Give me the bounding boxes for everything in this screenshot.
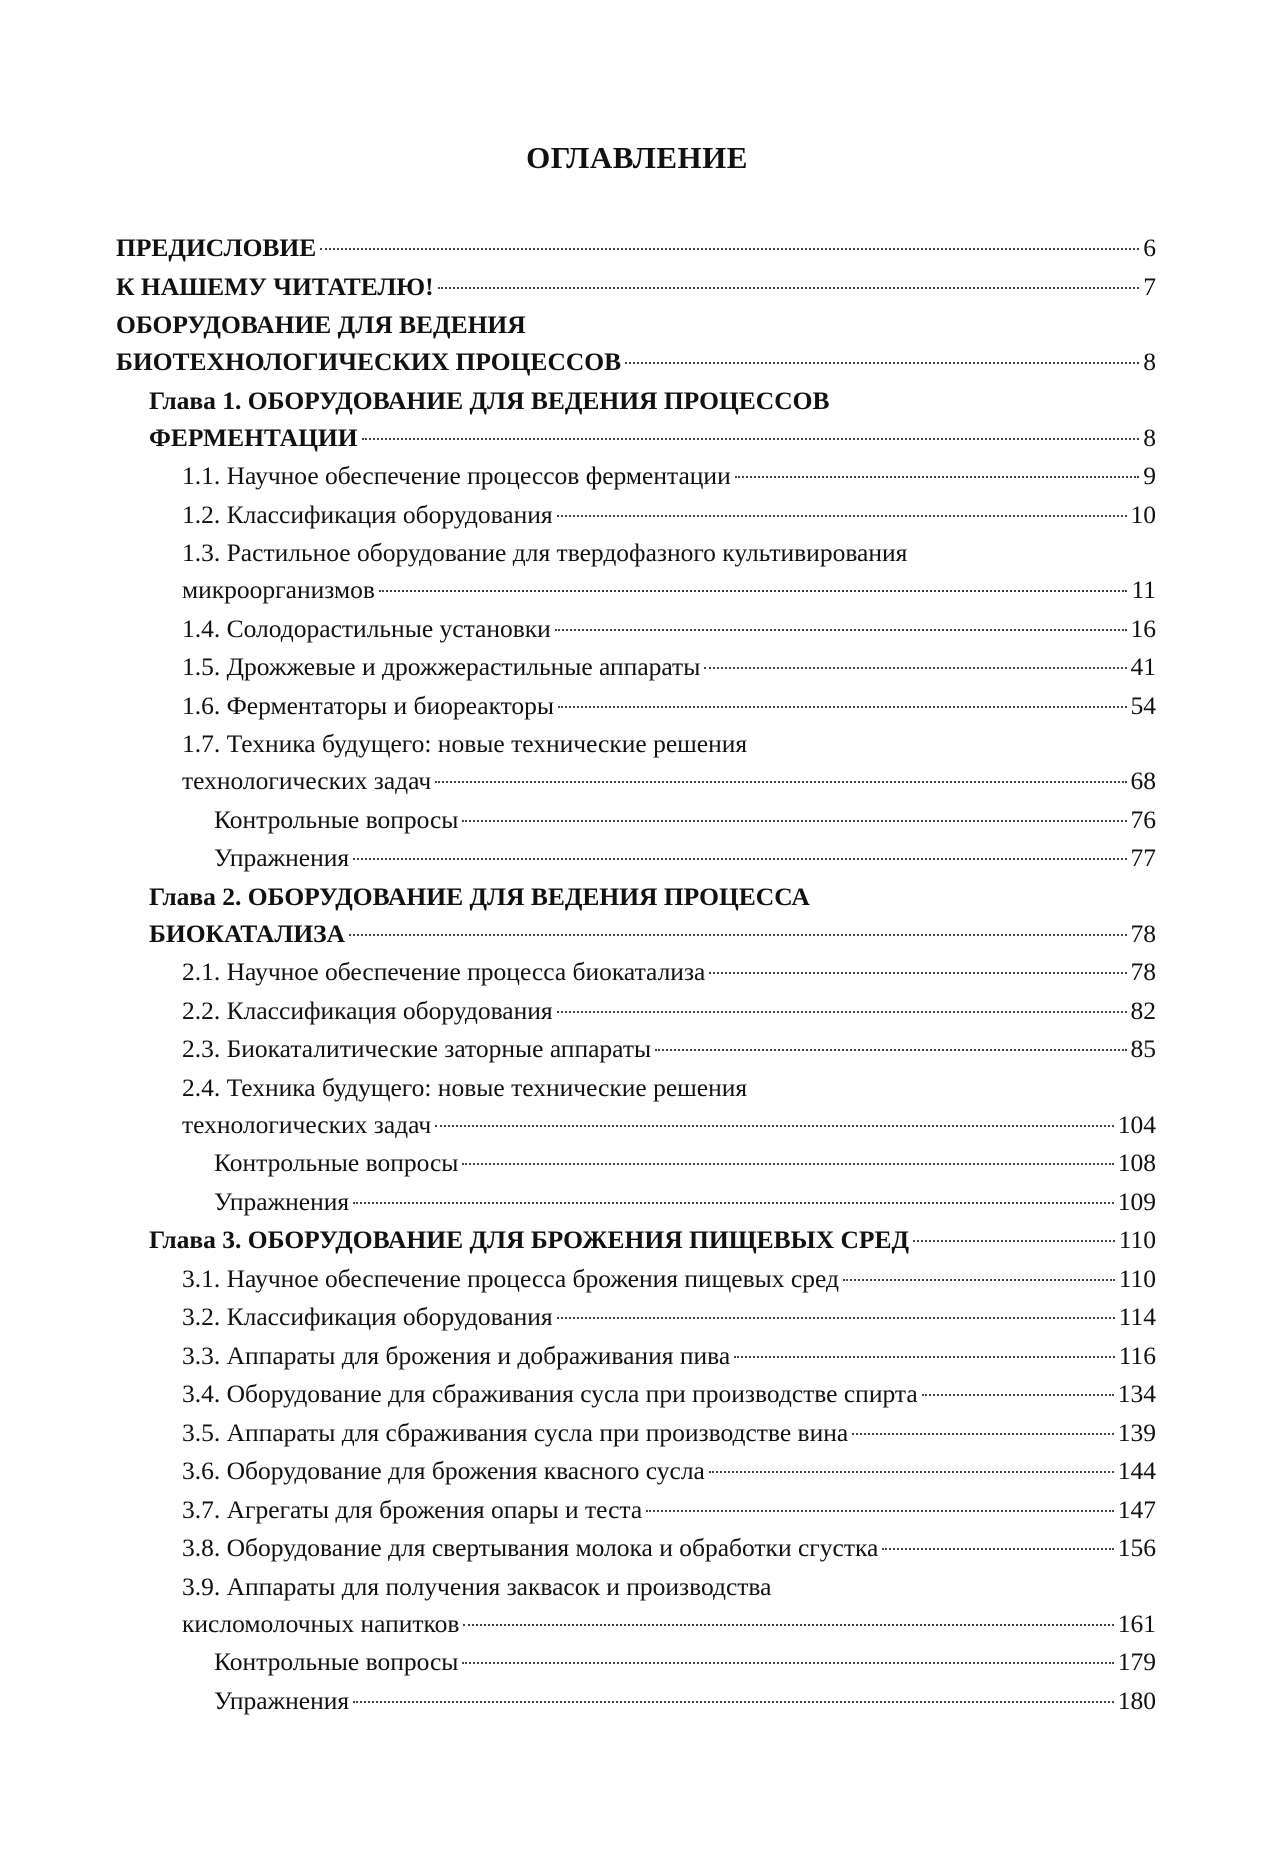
dot-leader — [709, 972, 1126, 974]
page-number: 110 — [1118, 1225, 1156, 1254]
page-number: 68 — [1130, 766, 1156, 795]
dot-leader — [362, 438, 1140, 440]
toc-entry-part[interactable] — [116, 229, 1156, 266]
toc-entry-section[interactable] — [116, 1529, 1156, 1566]
toc-entry-text: 3.1. Научное обеспечение процесса брожения пищевых сред — [182, 1263, 839, 1293]
toc-entry-section[interactable] — [116, 1491, 1156, 1528]
toc-entry-section[interactable] — [116, 1260, 1156, 1297]
toc-entry-text: 3.7. Агрегаты для брожения опары и теста — [182, 1494, 643, 1524]
toc-entry-section[interactable] — [116, 1298, 1156, 1335]
dot-leader — [922, 1394, 1114, 1396]
page-number: 16 — [1130, 613, 1156, 643]
toc-entry-text: 3.3. Аппараты для брожения и дображивания пива — [182, 1340, 731, 1370]
toc-entry-chapter[interactable] — [116, 1221, 1156, 1258]
page-number: 9 — [1143, 461, 1156, 490]
toc-entry-text: Упражнения — [214, 1186, 350, 1216]
toc-entry-section[interactable] — [116, 457, 1156, 494]
toc-entry-text: 3.6. Оборудование для брожения квасного сусла — [182, 1456, 705, 1485]
toc-entry-text: 1.2. Классификация оборудования — [182, 499, 553, 529]
dot-leader — [852, 1433, 1114, 1435]
toc-entry-text: БИОКАТАЛИЗА — [149, 918, 346, 948]
page-title: ОГЛАВЛЕНИЕ — [526, 140, 748, 175]
page-number: 110 — [1118, 1263, 1156, 1293]
toc-entry-section[interactable] — [116, 610, 1156, 647]
toc-entry-text: Контрольные вопросы — [214, 804, 459, 834]
toc-entry-subsection[interactable] — [116, 1643, 1156, 1680]
dot-leader — [435, 1125, 1113, 1127]
toc-entry-text: ФЕРМЕНТАЦИИ — [149, 422, 358, 452]
dot-leader — [843, 1279, 1115, 1281]
dot-leader — [353, 1701, 1114, 1703]
toc-entry-text: 2.4. Техника будущего: новые технические решения — [182, 1072, 748, 1102]
toc-entry-subsection[interactable] — [116, 1682, 1156, 1719]
dot-leader — [882, 1548, 1113, 1550]
page-number: 8 — [1143, 347, 1156, 376]
dot-leader — [462, 1662, 1113, 1664]
dot-leader — [353, 1202, 1114, 1204]
toc-entry-section[interactable] — [116, 725, 1156, 799]
page-number: 114 — [1118, 1302, 1156, 1331]
dot-leader — [913, 1240, 1115, 1242]
toc-entry-text: 2.2. Классификация оборудования — [182, 995, 553, 1025]
page-number: 104 — [1117, 1109, 1156, 1139]
page-number: 109 — [1117, 1186, 1156, 1216]
toc-entry-section[interactable] — [116, 1452, 1156, 1489]
toc-entry-text: БИОТЕХНОЛОГИЧЕСКИХ ПРОЦЕССОВ — [116, 347, 622, 376]
table-of-contents — [116, 229, 1156, 1720]
toc-entry-part[interactable] — [116, 268, 1156, 305]
dot-leader — [349, 934, 1126, 936]
dot-leader — [558, 706, 1126, 708]
page-number: 82 — [1130, 995, 1156, 1025]
dot-leader — [463, 1624, 1113, 1626]
dot-leader — [646, 1510, 1114, 1512]
toc-entry-text: К НАШЕМУ ЧИТАТЕЛЮ! — [116, 271, 434, 301]
toc-entry-text: 2.1. Научное обеспечение процесса биокатализа — [182, 957, 706, 986]
toc-entry-text: 3.5. Аппараты для сбраживания сусла при производстве вина — [182, 1417, 849, 1447]
dot-leader — [438, 287, 1140, 289]
toc-entry-section[interactable] — [116, 648, 1156, 685]
page-number: 139 — [1117, 1417, 1156, 1447]
toc-entry-text: технологических задач — [182, 1109, 432, 1139]
toc-entry-text: Глава 1. ОБОРУДОВАНИЕ ДЛЯ ВЕДЕНИЯ ПРОЦЕССОВ — [149, 385, 830, 415]
toc-entry-section[interactable] — [116, 1069, 1156, 1143]
toc-entry-text: Глава 2. ОБОРУДОВАНИЕ ДЛЯ ВЕДЕНИЯ ПРОЦЕССА — [149, 881, 810, 911]
dot-leader — [625, 362, 1139, 364]
toc-entry-subsection[interactable] — [116, 801, 1156, 838]
dot-leader — [320, 248, 1139, 250]
toc-entry-text: Контрольные вопросы — [214, 1647, 459, 1676]
page-number: 180 — [1117, 1685, 1156, 1715]
dot-leader — [734, 1356, 1115, 1358]
page-number: 134 — [1117, 1379, 1156, 1408]
toc-entry-text: 1.1. Научное обеспечение процессов ферментации — [182, 461, 731, 490]
page-number: 8 — [1143, 422, 1156, 452]
toc-entry-subsection[interactable] — [116, 1183, 1156, 1220]
page-number: 156 — [1117, 1533, 1156, 1562]
dot-leader — [655, 1049, 1126, 1051]
toc-entry-section[interactable] — [116, 953, 1156, 990]
toc-entry-section[interactable] — [116, 1337, 1156, 1374]
dot-leader — [557, 515, 1127, 517]
page-number: 10 — [1130, 499, 1156, 529]
toc-entry-text: Упражнения — [214, 1685, 350, 1715]
toc-entry-chapter[interactable] — [116, 878, 1156, 952]
dot-leader — [557, 1011, 1127, 1013]
dot-leader — [462, 820, 1126, 822]
page-number: 179 — [1117, 1647, 1156, 1676]
page-number: 161 — [1117, 1608, 1156, 1638]
toc-entry-text: 1.7. Техника будущего: новые технические решения — [182, 729, 748, 758]
toc-entry-text: 1.3. Растильное оборудование для твердофазного культивирования — [182, 538, 908, 567]
toc-entry-text: 3.8. Оборудование для свертывания молока и обработки сгустка — [182, 1533, 879, 1562]
page-number: 147 — [1117, 1494, 1156, 1524]
toc-entry-section[interactable] — [116, 1375, 1156, 1412]
dot-leader — [353, 858, 1126, 860]
dot-leader — [557, 1317, 1115, 1319]
toc-entry-section[interactable] — [116, 1568, 1156, 1642]
page-number: 144 — [1117, 1456, 1156, 1485]
page-number: 78 — [1130, 918, 1156, 948]
page-number: 85 — [1130, 1034, 1156, 1063]
toc-entry-section[interactable] — [116, 687, 1156, 724]
page-number: 7 — [1143, 271, 1156, 301]
dot-leader — [709, 1471, 1114, 1473]
toc-entry-text: микроорганизмов — [182, 575, 375, 604]
dot-leader — [704, 667, 1126, 669]
toc-entry-subsection[interactable] — [116, 1144, 1156, 1181]
dot-leader — [379, 590, 1128, 592]
dot-leader — [462, 1163, 1113, 1165]
toc-entry-text: технологических задач — [182, 766, 432, 795]
toc-entry-text: 3.4. Оборудование для сбраживания сусла при производстве спирта — [182, 1379, 918, 1408]
toc-entry-part[interactable] — [116, 306, 1156, 380]
toc-entry-section[interactable] — [116, 1414, 1156, 1451]
toc-entry-text: Глава 3. ОБОРУДОВАНИЕ ДЛЯ БРОЖЕНИЯ ПИЩЕВЫХ СРЕД — [149, 1225, 910, 1254]
page-number: 6 — [1143, 233, 1156, 262]
page-number: 76 — [1130, 804, 1156, 834]
toc-entry-subsection[interactable] — [116, 839, 1156, 876]
page-number: 54 — [1130, 690, 1156, 720]
toc-entry-text: ПРЕДИСЛОВИЕ — [116, 233, 317, 262]
toc-entry-text: ОБОРУДОВАНИЕ ДЛЯ ВЕДЕНИЯ — [116, 310, 526, 339]
page-number: 116 — [1118, 1340, 1156, 1370]
toc-entry-section[interactable] — [116, 992, 1156, 1029]
toc-entry-section[interactable] — [116, 1030, 1156, 1067]
dot-leader — [435, 781, 1126, 783]
toc-entry-text: 3.2. Классификация оборудования — [182, 1302, 553, 1331]
page-number: 41 — [1130, 652, 1156, 681]
toc-entry-chapter[interactable] — [116, 382, 1156, 456]
toc-entry-text: 1.6. Ферментаторы и биореакторы — [182, 690, 555, 720]
dot-leader — [735, 476, 1140, 478]
page-number: 11 — [1131, 575, 1156, 604]
toc-entry-text: 3.9. Аппараты для получения заквасок и производства — [182, 1571, 772, 1601]
page-number: 77 — [1130, 843, 1156, 872]
toc-entry-text: кисломолочных напитков — [182, 1608, 460, 1638]
toc-entry-text: 1.5. Дрожжевые и дрожжерастильные аппараты — [182, 652, 701, 681]
toc-entry-text: Упражнения — [214, 843, 350, 872]
toc-entry-section[interactable] — [116, 496, 1156, 533]
toc-entry-text: Контрольные вопросы — [214, 1148, 459, 1177]
page-number: 78 — [1130, 957, 1156, 986]
toc-entry-text: 1.4. Солодорастильные установки — [182, 613, 551, 643]
toc-entry-section[interactable] — [116, 534, 1156, 608]
dot-leader — [555, 629, 1127, 631]
toc-entry-text: 2.3. Биокаталитические заторные аппараты — [182, 1034, 652, 1063]
page-number: 108 — [1117, 1148, 1156, 1177]
